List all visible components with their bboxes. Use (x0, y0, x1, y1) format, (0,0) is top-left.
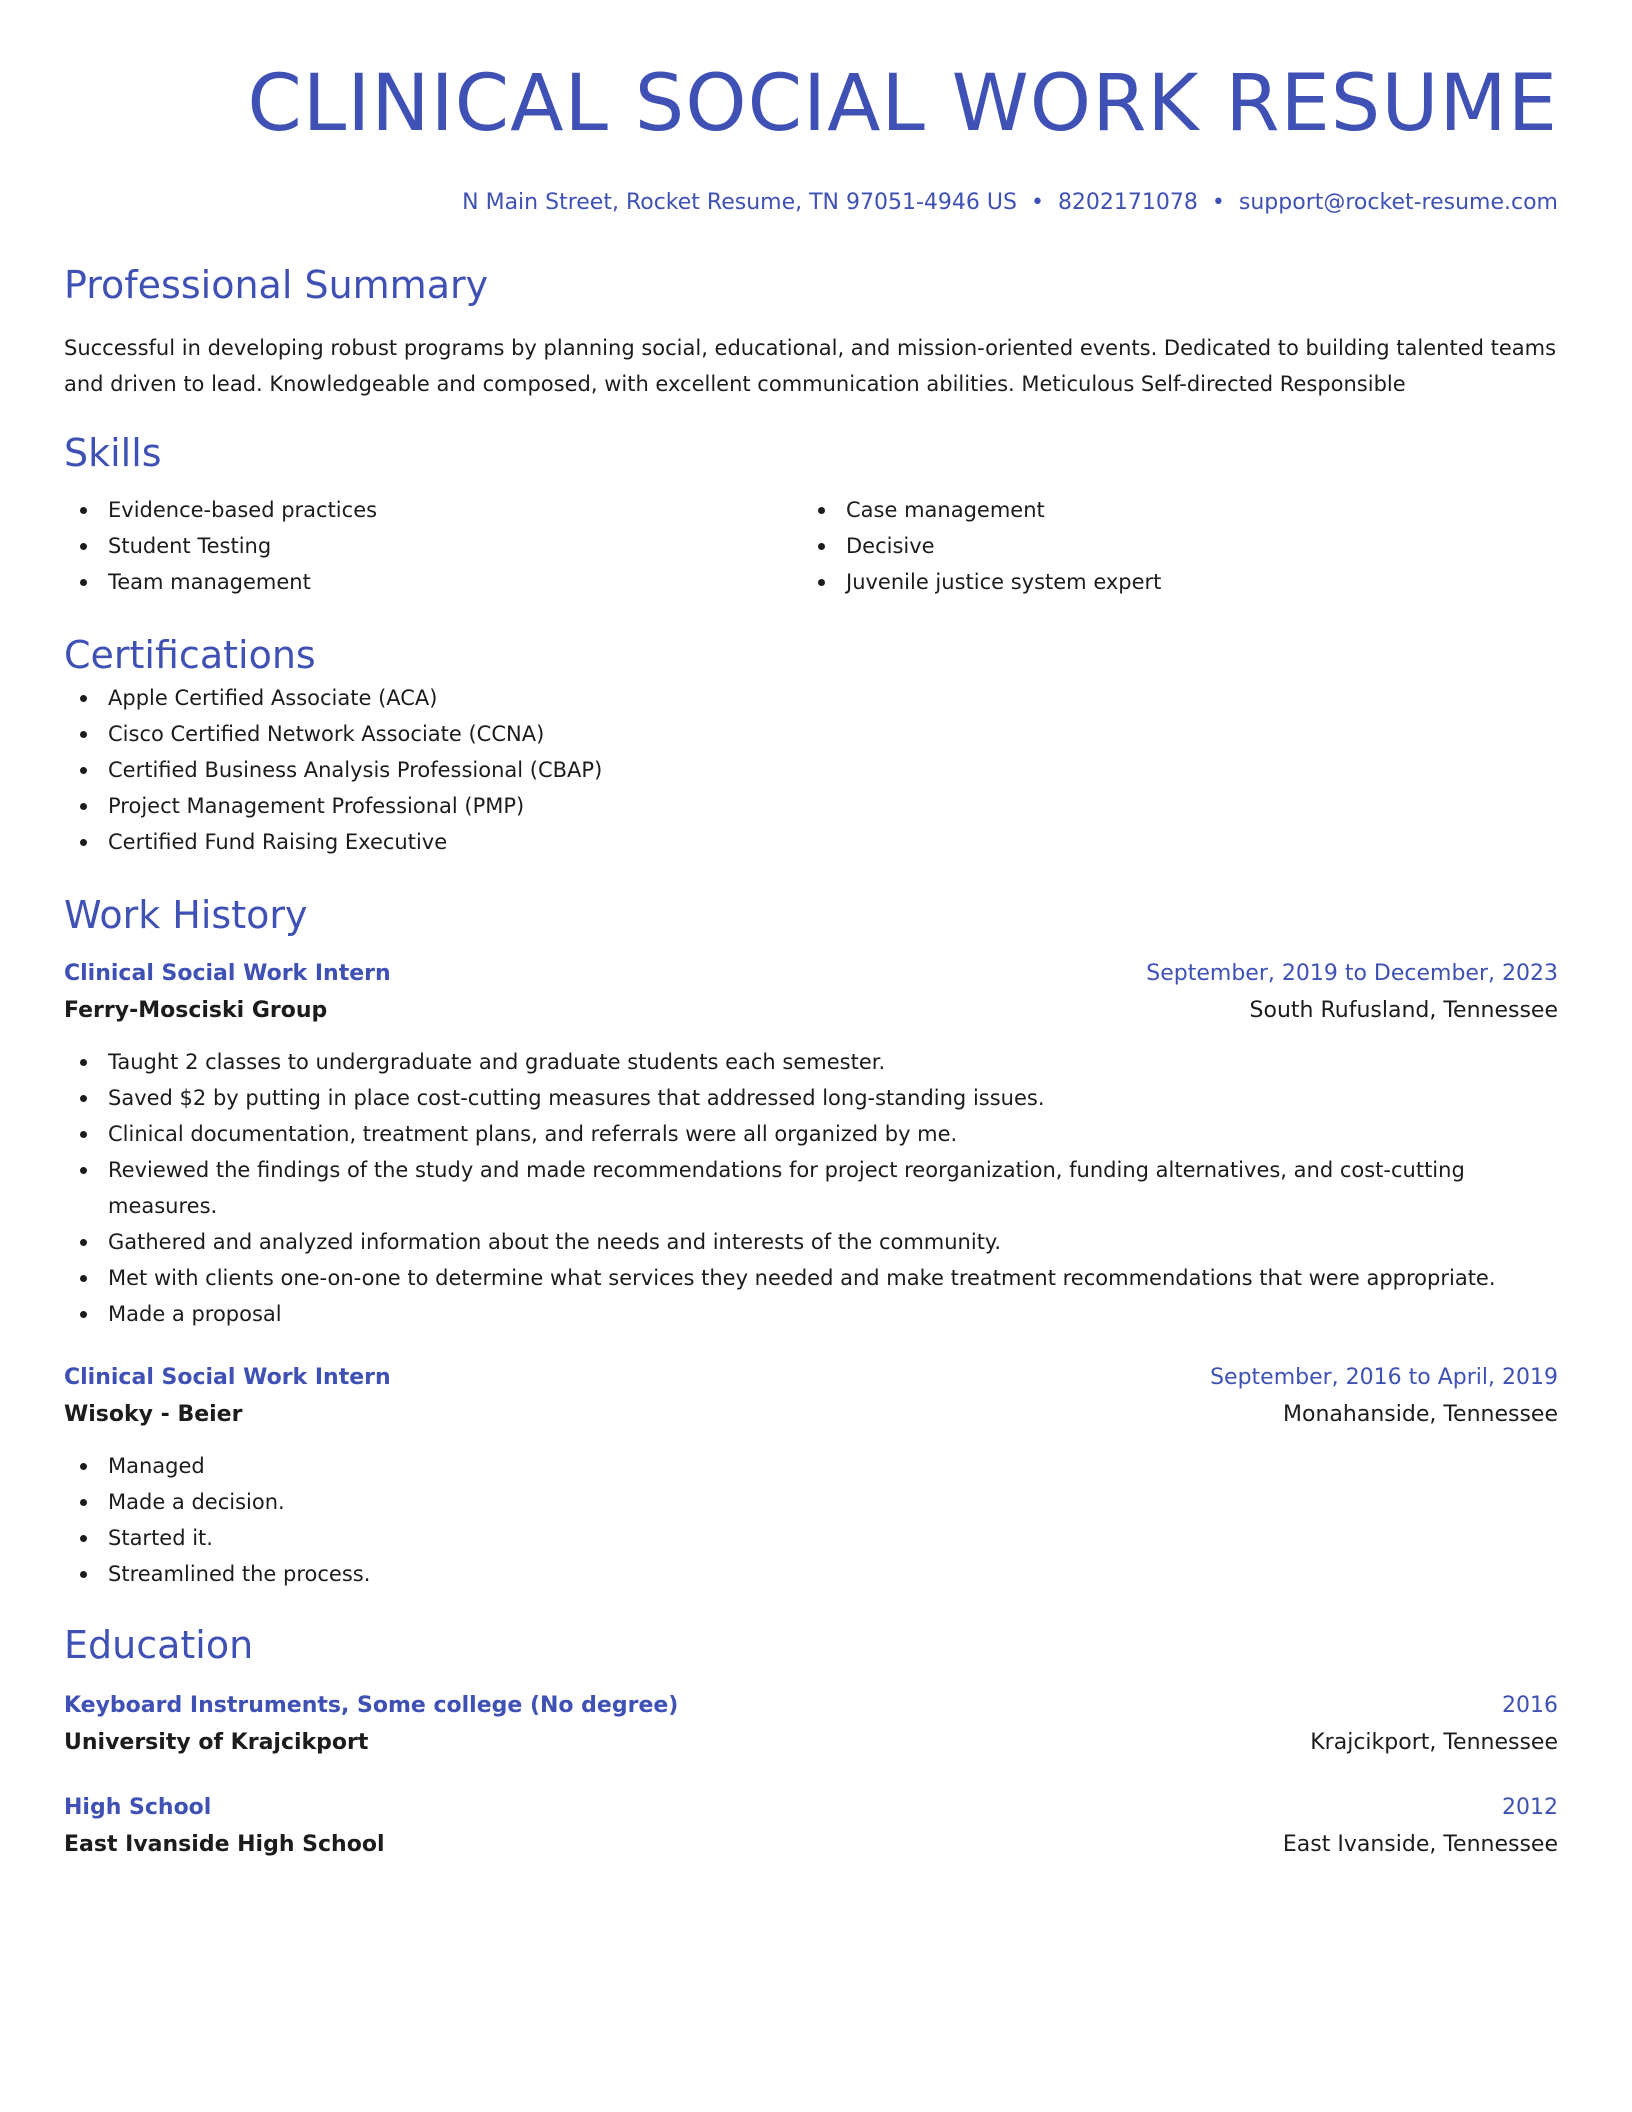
job-bullet: Made a proposal (64, 1296, 1558, 1332)
job-bullet: Taught 2 classes to undergraduate and graduate students each semester. (64, 1044, 1558, 1080)
job-title-row (64, 1360, 1558, 1396)
education-school: East Ivanside High School (64, 1832, 385, 1857)
job-bullet: Clinical documentation, treatment plans, and referrals were all organized by me. (64, 1116, 1558, 1152)
job-dates: September, 2019 to December, 2023 (1146, 961, 1558, 986)
job-company: Ferry-Mosciski Group (64, 998, 328, 1023)
education-degree-row (64, 1688, 1558, 1724)
education-entry (64, 1688, 1558, 1762)
certification-item: Certified Fund Raising Executive (64, 824, 1558, 860)
skill-item: Team management (64, 564, 802, 600)
job-location: South Rufusland, Tennessee (1249, 998, 1558, 1023)
contact-separator: • (1211, 190, 1225, 215)
education-entry (64, 1790, 1558, 1864)
contact-phone: 8202171078 (1057, 190, 1198, 215)
education-school: University of Krajcikport (64, 1730, 369, 1755)
skills-grid (64, 492, 1558, 600)
job-bullet: Started it. (64, 1520, 1558, 1556)
job-bullet: Gathered and analyzed information about the needs and interests of the community. (64, 1224, 1558, 1260)
work-history-section (64, 890, 1558, 1592)
education-degree: Keyboard Instruments, Some college (No degree) (64, 1693, 679, 1718)
job-bullet: Streamlined the process. (64, 1556, 1558, 1592)
education-year: 2016 (1502, 1693, 1558, 1718)
job-company: Wisoky - Beier (64, 1402, 243, 1427)
certifications-section (64, 630, 1558, 860)
section-heading-summary: Professional Summary (64, 263, 489, 307)
skill-item: Case management (802, 492, 1540, 528)
contact-line (64, 188, 1558, 218)
education-school-row (64, 1826, 1558, 1864)
education-section (64, 1620, 1558, 1864)
job-bullet: Saved $2 by putting in place cost-cutting measures that addressed long-standing issues. (64, 1080, 1558, 1116)
education-degree: High School (64, 1795, 212, 1820)
skill-item: Decisive (802, 528, 1540, 564)
certification-item: Cisco Certified Network Associate (CCNA) (64, 716, 1558, 752)
contact-email: support@rocket-resume.com (1238, 190, 1558, 215)
job-role: Clinical Social Work Intern (64, 1365, 391, 1390)
skills-list-right (802, 492, 1540, 600)
education-school-row (64, 1724, 1558, 1762)
skill-item: Juvenile justice system expert (802, 564, 1540, 600)
job-bullets (64, 1044, 1558, 1332)
summary-text: Successful in developing robust programs by planning social, educational, and mission-oriented events. Dedicated to building talented teams and driven to lead. Knowledgeable and composed, with excellent communication abilities. Meticulous Self-directed Responsible (64, 336, 1557, 396)
job-role: Clinical Social Work Intern (64, 961, 391, 986)
contact-address: N Main Street, Rocket Resume, TN 97051-4946 US (462, 190, 1017, 215)
section-heading-certifications: Certifications (64, 633, 316, 677)
skill-item: Evidence-based practices (64, 492, 802, 528)
skill-item: Student Testing (64, 528, 802, 564)
section-heading-skills: Skills (64, 431, 162, 475)
job-entry (64, 1360, 1558, 1592)
resume-page (64, 0, 1558, 1864)
job-bullet: Met with clients one-on-one to determine what services they needed and make treatment recommendations that were appropriate. (64, 1260, 1558, 1296)
resume-title: CLINICAL SOCIAL WORK RESUME (247, 59, 1558, 149)
education-location: Krajcikport, Tennessee (1310, 1730, 1558, 1755)
job-bullet: Made a decision. (64, 1484, 1558, 1520)
education-year: 2012 (1502, 1795, 1558, 1820)
job-title-row (64, 956, 1558, 992)
job-company-row (64, 992, 1558, 1030)
certification-item: Apple Certified Associate (ACA) (64, 680, 1558, 716)
section-heading-education: Education (64, 1623, 254, 1667)
education-degree-row (64, 1790, 1558, 1826)
education-location: East Ivanside, Tennessee (1282, 1832, 1558, 1857)
certification-item: Project Management Professional (PMP) (64, 788, 1558, 824)
job-dates: September, 2016 to April, 2019 (1210, 1365, 1558, 1390)
professional-summary-section (64, 260, 1558, 402)
job-company-row (64, 1396, 1558, 1434)
job-location: Monahanside, Tennessee (1283, 1402, 1558, 1427)
certification-item: Certified Business Analysis Professional (CBAP) (64, 752, 1558, 788)
contact-separator: • (1030, 190, 1044, 215)
certifications-list (64, 680, 1558, 860)
skills-section (64, 428, 1558, 600)
job-bullet: Managed (64, 1448, 1558, 1484)
skills-list-left (64, 492, 802, 600)
section-heading-work: Work History (64, 893, 308, 937)
job-entry (64, 956, 1558, 1332)
job-bullet: Reviewed the findings of the study and made recommendations for project reorganization, funding alternatives, and cost-cutting measures. (64, 1152, 1558, 1224)
job-bullets (64, 1448, 1558, 1592)
